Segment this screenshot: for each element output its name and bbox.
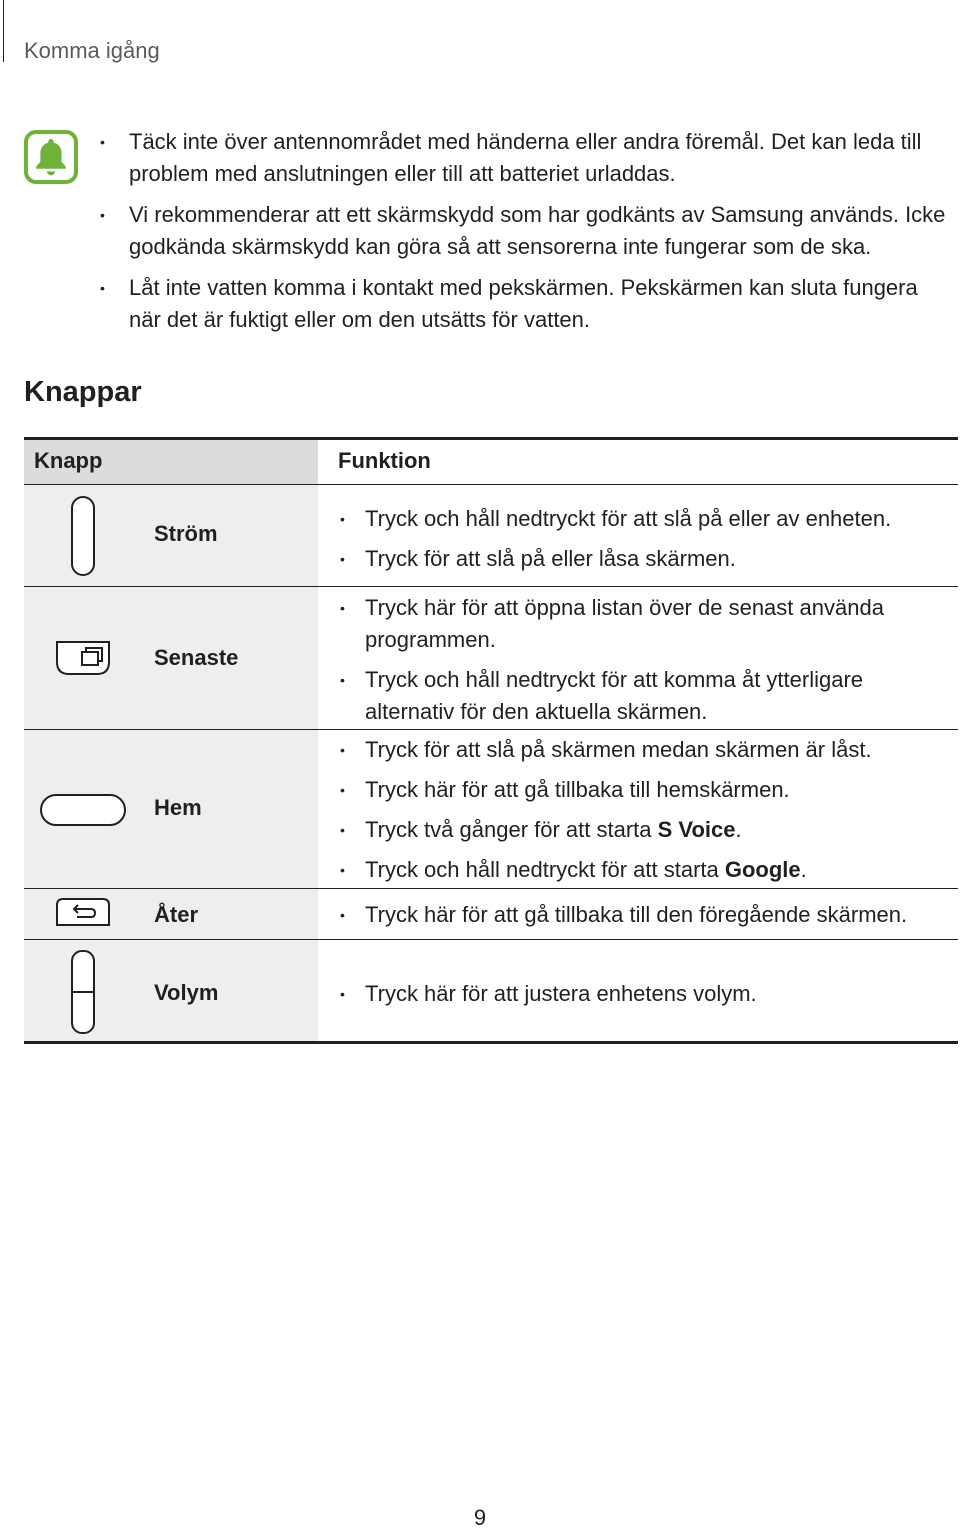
- button-name: Senaste: [154, 645, 239, 670]
- function-item: • Tryck här för att justera enhetens volym.: [340, 978, 950, 1010]
- buttons-table: [24, 437, 958, 1044]
- table-row-back: [24, 889, 958, 940]
- notice-bell-icon: [24, 130, 78, 184]
- function-item: • Tryck och håll nedtryckt för att slå på eller av enheten.: [340, 503, 950, 535]
- function-item: • Tryck två gånger för att starta S Voice.: [340, 814, 950, 846]
- function-item: • Tryck och håll nedtryckt för att starta Google.: [340, 854, 950, 886]
- page-number: 9: [473, 1505, 487, 1530]
- column-header-function: Funktion: [338, 448, 431, 473]
- table-row-volume: [24, 940, 958, 1044]
- button-name: Åter: [154, 902, 199, 927]
- function-list: [340, 899, 950, 939]
- function-item: • Tryck och håll nedtryckt för att komma åt ytterligare alternativ för den aktuella skärmen.: [340, 664, 950, 728]
- notice-item: • Låt inte vatten komma i kontakt med pekskärmen. Pekskärmen kan sluta fungera när det är fuktigt eller om den utsätts för vatten.: [100, 272, 950, 336]
- recents-key-icon: [24, 640, 142, 676]
- function-item: • Tryck här för att gå tillbaka till hemskärmen.: [340, 774, 950, 806]
- notice-item: • Vi rekommenderar att ett skärmskydd som har godkänts av Samsung används. Icke godkända skärmskydd kan göra så att sensorerna inte fungerar som de ska.: [100, 199, 950, 263]
- notice-item: • Täck inte över antennområdet med händerna eller andra föremål. Det kan leda till problem med anslutningen eller till att batteriet urladdas.: [100, 126, 950, 190]
- header-rule: [3, 0, 4, 62]
- column-header-button: Knapp: [34, 448, 103, 473]
- section-title: Knappar: [24, 376, 142, 408]
- table-row-home: [24, 730, 958, 889]
- button-name: Volym: [154, 980, 219, 1005]
- back-key-icon: [24, 897, 142, 927]
- function-list: [340, 503, 950, 583]
- function-item: • Tryck för att slå på skärmen medan skärmen är låst.: [340, 734, 950, 766]
- function-list: [340, 592, 950, 736]
- power-key-icon: [24, 495, 142, 577]
- running-header: Komma igång: [24, 38, 160, 63]
- function-list: [340, 978, 950, 1018]
- button-name: Hem: [154, 795, 202, 820]
- table-row-power: [24, 485, 958, 587]
- button-name: Ström: [154, 521, 218, 546]
- table-row-recents: [24, 587, 958, 730]
- table-header-row: [24, 437, 958, 485]
- volume-key-icon: [24, 949, 142, 1035]
- function-item: • Tryck här för att gå tillbaka till den föregående skärmen.: [340, 899, 950, 931]
- function-item: • Tryck här för att öppna listan över de senast använda programmen.: [340, 592, 950, 656]
- function-item: • Tryck för att slå på eller låsa skärmen.: [340, 543, 950, 575]
- home-key-icon: [24, 793, 142, 827]
- function-list: [340, 734, 950, 894]
- notice-list: [100, 126, 950, 345]
